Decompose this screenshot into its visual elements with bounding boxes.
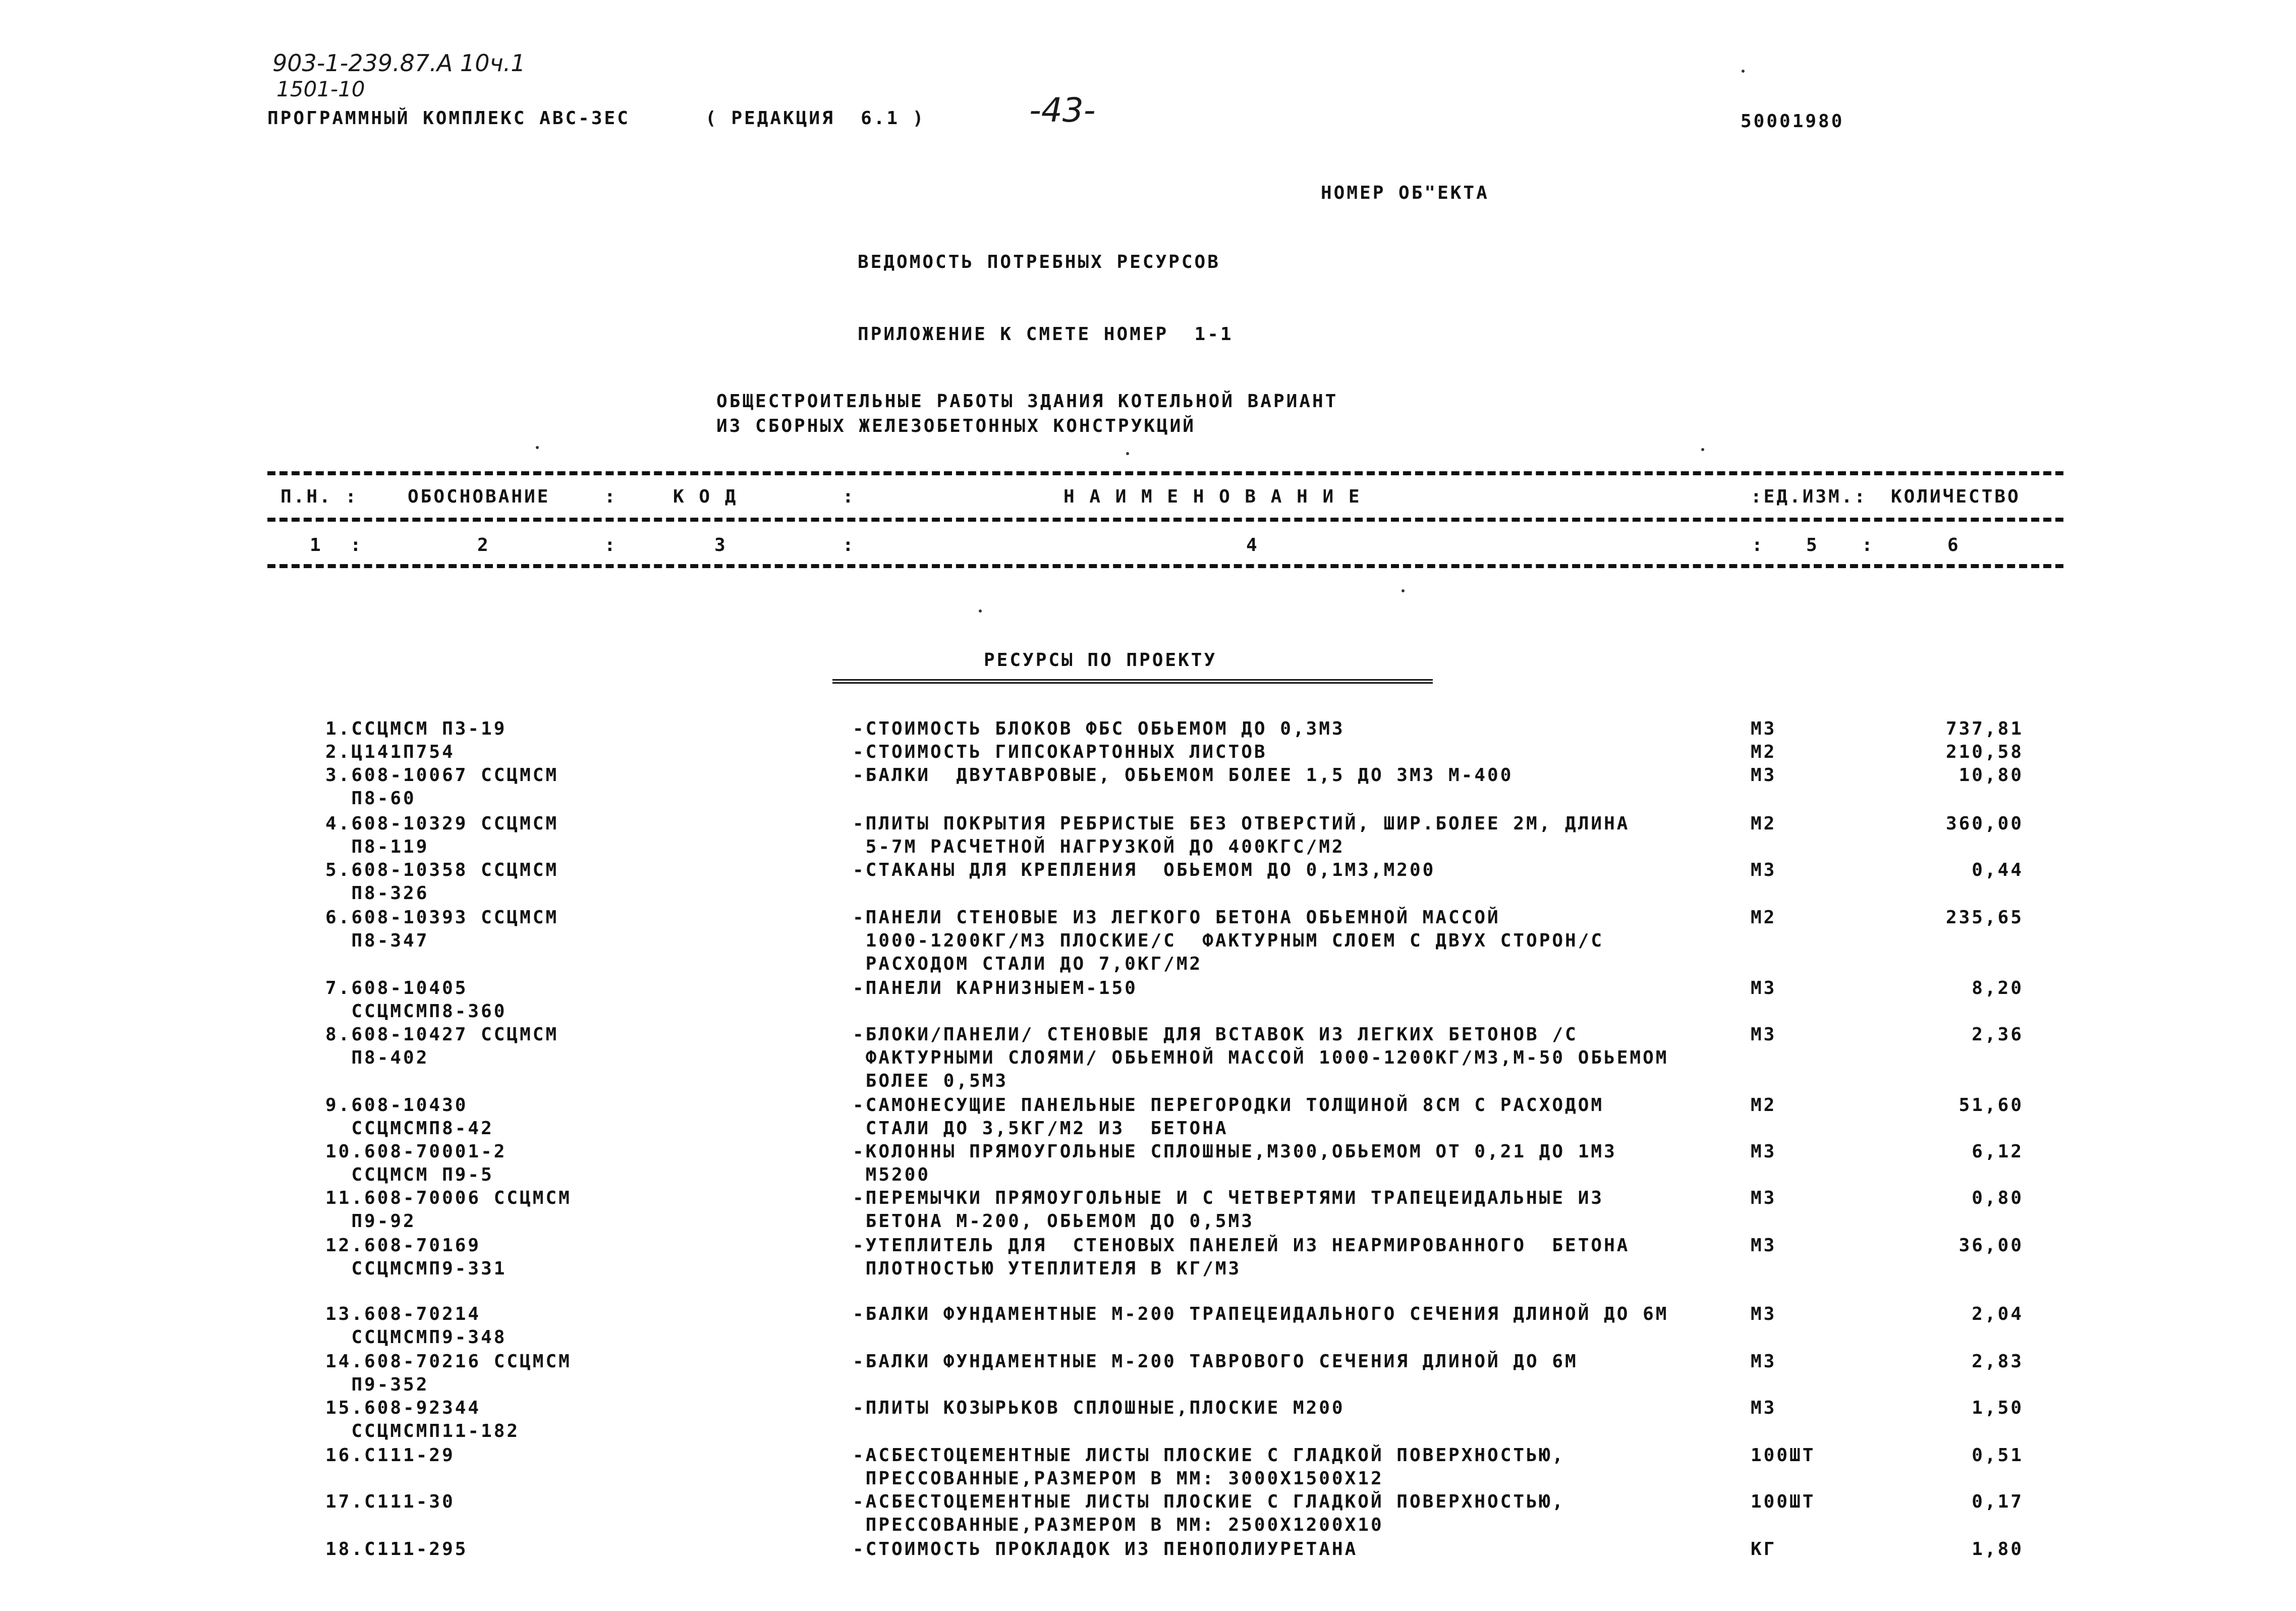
row-resource-name: РАСХОДОМ СТАЛИ ДО 7,0КГ/М2 <box>853 954 1203 974</box>
row-basis-code: 5.608-10358 ССЦМСМ <box>325 860 559 880</box>
scan-speck <box>1126 452 1129 455</box>
row-unit: М3 <box>1751 1351 1777 1372</box>
row-quantity: 6,12 <box>1972 1141 2024 1162</box>
col-sep-5: : <box>1862 535 1875 555</box>
row-resource-name: ПРЕССОВАННЫЕ,РАЗМЕРОМ В ММ: 3000Х1500Х12 <box>853 1468 1384 1489</box>
row-basis-code: П8-119 <box>325 837 429 857</box>
handwritten-sheet-number: 1501-10 <box>276 77 365 101</box>
row-resource-name: -ПЛИТЫ ПОКРЫТИЯ РЕБРИСТЫЕ БЕЗ ОТВЕРСТИЙ, ШИР.БОЛЕЕ 2М, ДЛИНА <box>853 813 1630 834</box>
row-resource-name: БОЛЕЕ 0,5М3 <box>853 1071 1009 1091</box>
row-quantity: 36,00 <box>1958 1235 2024 1256</box>
object-number-label: НОМЕР ОБ"ЕКТА <box>1321 183 1489 203</box>
revision-label: ( РЕДАКЦИЯ 6.1 ) <box>705 108 926 129</box>
row-basis-code: ССЦМСМП11-182 <box>325 1421 520 1441</box>
row-resource-name: -УТЕПЛИТЕЛЬ ДЛЯ СТЕНОВЫХ ПАНЕЛЕЙ ИЗ НЕАРМИРОВАННОГО БЕТОНА <box>853 1235 1630 1256</box>
handwritten-doc-number: 903-1-239.87.А 10ч.1 <box>272 49 526 77</box>
row-basis-code: 4.608-10329 ССЦМСМ <box>325 813 559 834</box>
row-resource-name: -СТОИМОСТЬ ГИПСОКАРТОННЫХ ЛИСТОВ <box>853 742 1267 762</box>
header-pn: П.Н. : <box>281 486 359 507</box>
row-resource-name: БЕТОНА М-200, ОБЬЕМОМ ДО 0,5М3 <box>853 1211 1254 1232</box>
row-quantity: 0,44 <box>1972 860 2024 880</box>
row-resource-name: -САМОНЕСУЩИЕ ПАНЕЛЬНЫЕ ПЕРЕГОРОДКИ ТОЛЩИНОЙ 8СМ С РАСХОДОМ <box>853 1095 1604 1116</box>
row-basis-code: 8.608-10427 ССЦМСМ <box>325 1024 559 1045</box>
row-unit: М2 <box>1751 742 1777 762</box>
row-unit: М3 <box>1751 860 1777 880</box>
col-sep-4: : <box>1752 535 1765 555</box>
header-code: К О Д <box>673 486 738 507</box>
col-number-2: 2 <box>477 535 490 555</box>
row-basis-code: 11.608-70006 ССЦМСМ <box>325 1188 572 1208</box>
row-basis-code: П9-352 <box>325 1374 429 1395</box>
col-number-1: 1 <box>310 535 323 555</box>
row-basis-code: 15.608-92344 <box>325 1398 481 1418</box>
section-underline <box>832 679 1433 684</box>
section-title: РЕСУРСЫ ПО ПРОЕКТУ <box>984 650 1217 671</box>
page-number: -43- <box>1029 91 1096 130</box>
header-sep-1: : <box>604 486 618 507</box>
row-basis-code: ССЦМСМП9-348 <box>325 1327 507 1348</box>
col-sep-1: : <box>350 535 363 555</box>
document-code: 50001980 <box>1741 111 1844 132</box>
row-unit: М3 <box>1751 978 1777 998</box>
scan-speck <box>1742 70 1745 73</box>
row-basis-code: 9.608-10430 <box>325 1095 468 1116</box>
row-unit: М3 <box>1751 1398 1777 1418</box>
appendix-title: ПРИЛОЖЕНИЕ К СМЕТЕ НОМЕР 1-1 <box>858 324 1234 345</box>
work-description-line1: ОБЩЕСТРОИТЕЛЬНЫЕ РАБОТЫ ЗДАНИЯ КОТЕЛЬНОЙ ВАРИАНТ <box>716 391 1338 412</box>
row-quantity: 210,58 <box>1945 742 2024 762</box>
program-name: ПРОГРАММНЫЙ КОМПЛЕКС АВС-3ЕС <box>267 108 630 129</box>
row-unit: М3 <box>1751 1188 1777 1208</box>
row-unit: М2 <box>1751 1095 1777 1116</box>
row-basis-code: ССЦМСМП8-360 <box>325 1001 507 1022</box>
row-unit: М3 <box>1751 765 1777 786</box>
row-resource-name: -БАЛКИ ДВУТАВРОВЫЕ, ОБЬЕМОМ БОЛЕЕ 1,5 ДО 3М3 М-400 <box>853 765 1514 786</box>
table-mid-rule <box>267 518 2063 522</box>
row-quantity: 0,80 <box>1972 1188 2024 1208</box>
row-unit: 100ШТ <box>1751 1445 1816 1466</box>
row-basis-code: ССЦМСМП8-42 <box>325 1118 494 1139</box>
row-basis-code: 3.608-10067 ССЦМСМ <box>325 765 559 786</box>
row-basis-code: ССЦМСМП9-331 <box>325 1258 507 1279</box>
row-quantity: 2,36 <box>1972 1024 2024 1045</box>
row-basis-code: 16.С111-29 <box>325 1445 455 1466</box>
row-resource-name: -БАЛКИ ФУНДАМЕНТНЫЕ М-200 ТАВРОВОГО СЕЧЕНИЯ ДЛИНОЙ ДО 6М <box>853 1351 1578 1372</box>
row-resource-name: 5-7М РАСЧЕТНОЙ НАГРУЗКОЙ ДО 400КГС/М2 <box>853 837 1345 857</box>
row-quantity: 1,50 <box>1972 1398 2024 1418</box>
col-sep-2: : <box>604 535 618 555</box>
row-resource-name: 1000-1200КГ/М3 ПЛОСКИЕ/С ФАКТУРНЫМ СЛОЕМ С ДВУХ СТОРОН/С <box>853 930 1604 951</box>
row-unit: 100ШТ <box>1751 1491 1816 1512</box>
row-unit: М3 <box>1751 1235 1777 1256</box>
row-unit: М2 <box>1751 907 1777 928</box>
col-number-4: 4 <box>1246 535 1259 555</box>
col-sep-3: : <box>843 535 856 555</box>
header-sep-2: : <box>843 486 856 507</box>
row-resource-name: ПЛОТНОСТЬЮ УТЕПЛИТЕЛЯ В КГ/М3 <box>853 1258 1242 1279</box>
col-number-6: 6 <box>1947 535 1961 555</box>
table-top-rule <box>267 471 2063 475</box>
row-resource-name: -ПЛИТЫ КОЗЫРЬКОВ СПЛОШНЫЕ,ПЛОСКИЕ М200 <box>853 1398 1345 1418</box>
row-quantity: 235,65 <box>1945 907 2024 928</box>
scan-speck <box>979 609 982 613</box>
work-description-line2: ИЗ СБОРНЫХ ЖЕЛЕЗОБЕТОННЫХ КОНСТРУКЦИЙ <box>716 416 1196 436</box>
header-basis: ОБОСНОВАНИЕ <box>408 486 550 507</box>
row-quantity: 0,51 <box>1972 1445 2024 1466</box>
row-basis-code: 14.608-70216 ССЦМСМ <box>325 1351 572 1372</box>
scan-speck <box>1402 589 1405 592</box>
row-basis-code: ССЦМСМ П9-5 <box>325 1164 494 1185</box>
table-bottom-rule <box>267 564 2063 568</box>
row-basis-code: 2.Ц141П754 <box>325 742 455 762</box>
row-unit: М3 <box>1751 1304 1777 1324</box>
row-basis-code: П8-402 <box>325 1047 429 1068</box>
row-unit: М3 <box>1751 718 1777 739</box>
row-resource-name: -КОЛОННЫ ПРЯМОУГОЛЬНЫЕ СПЛОШНЫЕ,М300,ОБЬЕМОМ ОТ 0,21 ДО 1М3 <box>853 1141 1617 1162</box>
header-unit: :ЕД.ИЗМ.: <box>1751 486 1868 507</box>
row-basis-code: 12.608-70169 <box>325 1235 481 1256</box>
row-unit: М3 <box>1751 1141 1777 1162</box>
row-basis-code: П8-60 <box>325 788 416 809</box>
col-number-5: 5 <box>1806 535 1819 555</box>
document-title: ВЕДОМОСТЬ ПОТРЕБНЫХ РЕСУРСОВ <box>858 252 1220 272</box>
row-resource-name: ПРЕССОВАННЫЕ,РАЗМЕРОМ В ММ: 2500Х1200Х10 <box>853 1515 1384 1535</box>
row-quantity: 737,81 <box>1945 718 2024 739</box>
header-name: Н А И М Е Н О В А Н И Е <box>1063 486 1362 507</box>
row-basis-code: 6.608-10393 ССЦМСМ <box>325 907 559 928</box>
row-resource-name: -АСБЕСТОЦЕМЕНТНЫЕ ЛИСТЫ ПЛОСКИЕ С ГЛАДКОЙ ПОВЕРХНОСТЬЮ, <box>853 1445 1565 1466</box>
row-unit: М3 <box>1751 1024 1777 1045</box>
row-resource-name: -ПАНЕЛИ СТЕНОВЫЕ ИЗ ЛЕГКОГО БЕТОНА ОБЬЕМНОЙ МАССОЙ <box>853 907 1500 928</box>
row-resource-name: -СТОИМОСТЬ ПРОКЛАДОК ИЗ ПЕНОПОЛИУРЕТАНА <box>853 1539 1358 1560</box>
row-quantity: 8,20 <box>1972 978 2024 998</box>
row-resource-name: -БАЛКИ ФУНДАМЕНТНЫЕ М-200 ТРАПЕЦЕИДАЛЬНОГО СЕЧЕНИЯ ДЛИНОЙ ДО 6М <box>853 1304 1669 1324</box>
scan-speck <box>1701 448 1704 451</box>
row-resource-name: -СТАКАНЫ ДЛЯ КРЕПЛЕНИЯ ОБЬЕМОМ ДО 0,1М3,М200 <box>853 860 1436 880</box>
row-resource-name: -ПАНЕЛИ КАРНИЗНЫЕМ-150 <box>853 978 1138 998</box>
row-basis-code: 7.608-10405 <box>325 978 468 998</box>
row-resource-name: ФАКТУРНЫМИ СЛОЯМИ/ ОБЬЕМНОЙ МАССОЙ 1000-1200КГ/М3,М-50 ОБЬЕМОМ <box>853 1047 1669 1068</box>
row-quantity: 0,17 <box>1972 1491 2024 1512</box>
row-quantity: 2,04 <box>1972 1304 2024 1324</box>
row-basis-code: 1.ССЦМСМ П3-19 <box>325 718 507 739</box>
row-quantity: 51,60 <box>1958 1095 2024 1116</box>
row-quantity: 2,83 <box>1972 1351 2024 1372</box>
row-resource-name: СТАЛИ ДО 3,5КГ/М2 ИЗ БЕТОНА <box>853 1118 1228 1139</box>
col-number-3: 3 <box>714 535 727 555</box>
row-resource-name: -СТОИМОСТЬ БЛОКОВ ФБС ОБЬЕМОМ ДО 0,3М3 <box>853 718 1345 739</box>
row-basis-code: П9-92 <box>325 1211 416 1232</box>
row-resource-name: -ПЕРЕМЫЧКИ ПРЯМОУГОЛЬНЫЕ И С ЧЕТВЕРТЯМИ ТРАПЕЦЕИДАЛЬНЫЕ ИЗ <box>853 1188 1604 1208</box>
row-basis-code: П8-326 <box>325 883 429 904</box>
row-basis-code: 18.С111-295 <box>325 1539 468 1560</box>
row-resource-name: -АСБЕСТОЦЕМЕНТНЫЕ ЛИСТЫ ПЛОСКИЕ С ГЛАДКОЙ ПОВЕРХНОСТЬЮ, <box>853 1491 1565 1512</box>
row-quantity: 1,80 <box>1972 1539 2024 1560</box>
row-basis-code: 13.608-70214 <box>325 1304 481 1324</box>
row-quantity: 10,80 <box>1958 765 2024 786</box>
header-quantity: КОЛИЧЕСТВО <box>1891 486 2021 507</box>
row-quantity: 360,00 <box>1945 813 2024 834</box>
row-basis-code: 10.608-70001-2 <box>325 1141 507 1162</box>
row-resource-name: -БЛОКИ/ПАНЕЛИ/ СТЕНОВЫЕ ДЛЯ ВСТАВОК ИЗ ЛЕГКИХ БЕТОНОВ /С <box>853 1024 1578 1045</box>
scan-speck <box>536 446 539 449</box>
row-unit: КГ <box>1751 1539 1777 1560</box>
row-resource-name: М5200 <box>853 1164 931 1185</box>
row-basis-code: 17.С111-30 <box>325 1491 455 1512</box>
row-basis-code: П8-347 <box>325 930 429 951</box>
row-unit: М2 <box>1751 813 1777 834</box>
